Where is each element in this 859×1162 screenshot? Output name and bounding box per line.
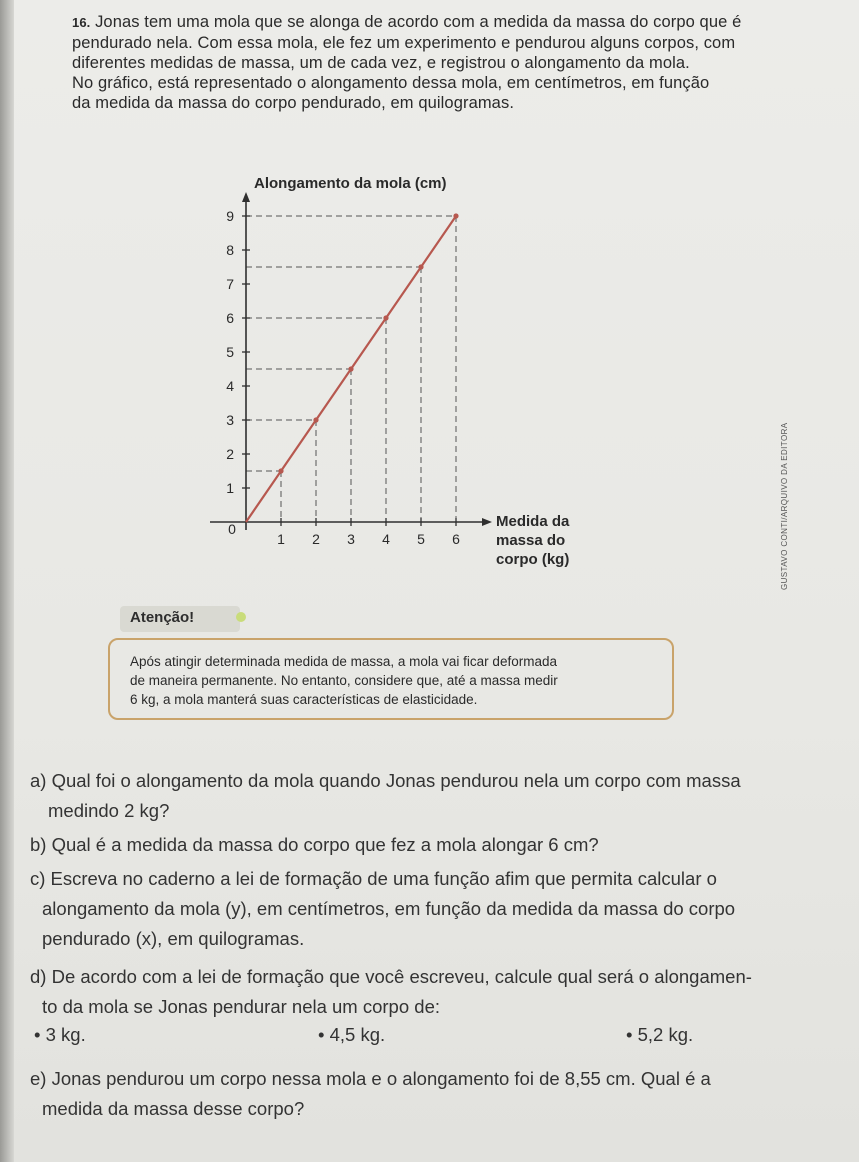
attention-decoration-dot <box>236 612 246 622</box>
chart-title: Alongamento da mola (cm) <box>254 175 447 192</box>
x-tick-label-1: 1 <box>277 531 285 547</box>
question-d-items <box>34 1024 774 1054</box>
y-tick-label-8: 8 <box>226 242 234 258</box>
intro-line-1: 16. Jonas tem uma mola que se alonga de acordo com a medida da massa do corpo que é <box>72 13 742 31</box>
y-tick-label-3: 3 <box>226 412 234 428</box>
y-tick-label-6: 6 <box>226 310 234 326</box>
attention-line-2: de maneira permanente. No entanto, considere que, até a massa medir <box>130 673 558 688</box>
x-tick-label-3: 3 <box>347 531 355 547</box>
item-3kg: • 3 kg. <box>34 1024 86 1045</box>
intro-line-3: diferentes medidas de massa, um de cada vez, e registrou o alongamento da mola. <box>72 54 690 72</box>
item-5-2kg: • 5,2 kg. <box>626 1024 694 1045</box>
image-credit: GUSTAVO CONTI/ARQUIVO DA EDITORA <box>780 422 789 590</box>
y-tick-label-1: 1 <box>226 480 234 496</box>
question-d: d) De acordo com a lei de formação que você escreveu, calcule qual será o alongamen- to da mola se Jonas pendurar nela um corpo de: <box>30 966 752 1017</box>
question-e: e) Jonas pendurou um corpo nessa mola e o alongamento foi de 8,55 cm. Qual é a medida da massa desse corpo? <box>30 1068 711 1119</box>
y-tick-label-9: 9 <box>226 208 234 224</box>
data-point-3 <box>348 366 353 371</box>
chart-svg <box>150 162 630 582</box>
x-tick-label-2: 2 <box>312 531 320 547</box>
y-tick-label-7: 7 <box>226 276 234 292</box>
attention-box <box>108 638 674 720</box>
attention-line-1: Após atingir determinada medida de massa, a mola vai ficar deformada <box>130 654 557 669</box>
y-tick-label-4: 4 <box>226 378 234 394</box>
intro-line-2: pendurado nela. Com essa mola, ele fez um experimento e pendurou alguns corpos, com <box>72 34 736 52</box>
x-tick-label-5: 5 <box>417 531 425 547</box>
question-c: c) Escreva no caderno a lei de formação de uma função afim que permita calcular o alongamento da mola (y), em centímetros, em função da medida da massa do corpo pendurado (x), em quilogramas. <box>30 868 736 949</box>
x-axis-arrow <box>482 518 492 526</box>
x-axis-label: Medida da massa do corpo (kg) <box>496 513 570 568</box>
problem-number: 16. <box>72 15 91 30</box>
y-axis-arrow <box>242 192 250 202</box>
data-point-2 <box>313 417 318 422</box>
page-shadow-edge <box>0 0 14 1162</box>
item-4-5kg: • 4,5 kg. <box>318 1024 386 1045</box>
question-b: b) Qual é a medida da massa do corpo que fez a mola alongar 6 cm? <box>30 834 599 855</box>
y-tick-label-5: 5 <box>226 344 234 360</box>
spring-chart <box>150 162 630 582</box>
attention-line-3: 6 kg, a mola manterá suas características de elasticidade. <box>130 692 478 707</box>
intro-line-4: No gráfico, está representado o alongamento dessa mola, em centímetros, em função <box>72 74 710 92</box>
y-tick-label-2: 2 <box>226 446 234 462</box>
question-a: a) Qual foi o alongamento da mola quando Jonas pendurou nela um corpo com massa medindo 2 kg? <box>30 770 741 821</box>
x-tick-label-6: 6 <box>452 531 460 547</box>
data-point-6 <box>453 213 458 218</box>
data-point-1 <box>278 468 283 473</box>
data-point-5 <box>418 264 423 269</box>
intro-line-5: da medida da massa do corpo pendurado, em quilogramas. <box>72 94 514 112</box>
problem-intro <box>72 12 812 113</box>
attention-title: Atenção! <box>120 606 240 632</box>
data-point-4 <box>383 315 388 320</box>
x-tick-label-4: 4 <box>382 531 390 547</box>
x-tick-label-0: 0 <box>228 521 236 537</box>
